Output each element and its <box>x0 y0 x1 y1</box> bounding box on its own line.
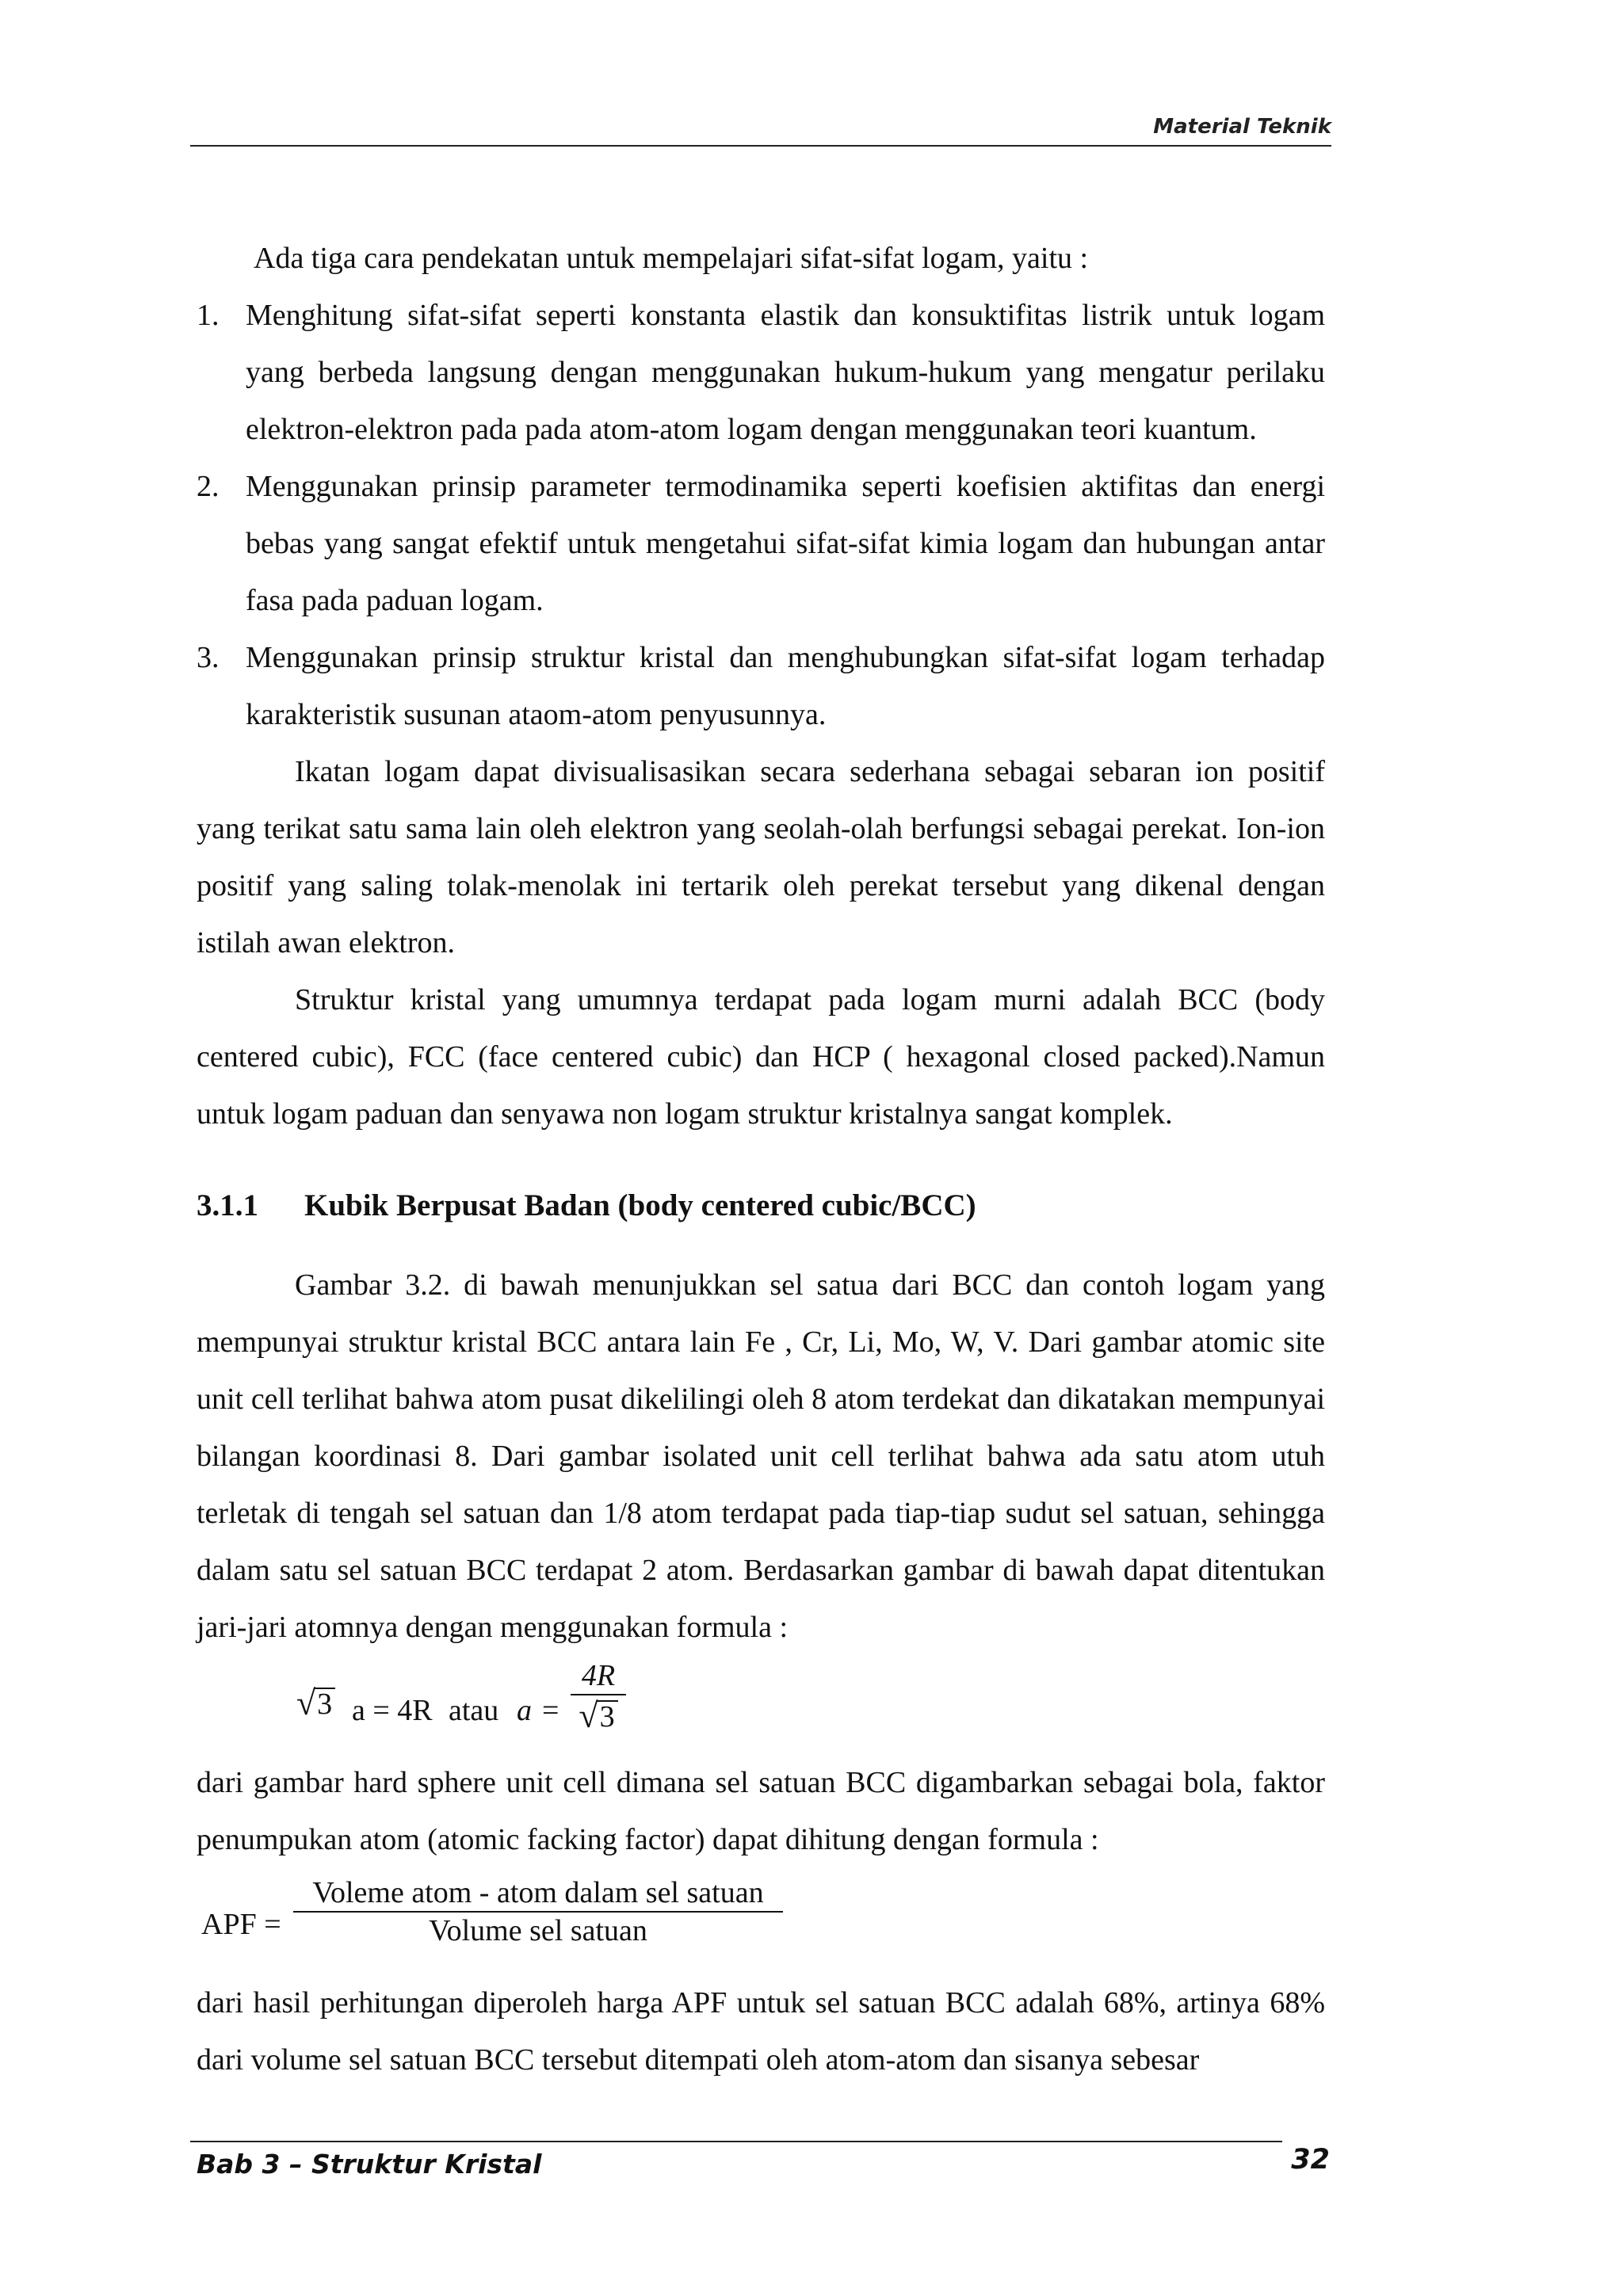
fraction-numerator: Voleme atom - atom dalam sel satuan <box>312 1876 764 1909</box>
list-item <box>197 629 1325 743</box>
radical-sign: √ <box>579 1696 598 1735</box>
page-body <box>197 230 1325 2088</box>
list-item-number: 3. <box>197 641 220 674</box>
fraction-denominator: Volume sel satuan <box>429 1914 647 1947</box>
section-number: 3.1.1 <box>197 1188 258 1222</box>
list-item <box>197 287 1325 458</box>
approach-list <box>197 287 1325 743</box>
fraction-numerator <box>571 1661 626 1691</box>
intro-sentence: Ada tiga cara pendekatan untuk mempelajari sifat-sifat logam, yaitu : <box>254 242 1089 275</box>
paragraph-bcc-description: Gambar 3.2. di bawah menunjukkan sel satua dari BCC dan contoh logam yang mempunyai struktur kristal BCC antara lain Fe , Cr, Li, Mo, W, V. Dari gambar atomic site unit cell terlihat bahwa atom pusat dikelilingi oleh 8 atom terdekat dan dikatakan mempunyai bilangan koordinasi 8. Dari gambar isolated unit cell terlihat bahwa ada satu atom utuh terletak di tengah sel satuan dan 1/8 atom terdapat pada tiap-tiap sudut sel satuan, sehingga dalam satu sel satuan BCC terdapat 2 atom. Berdasarkan gambar di bawah dapat ditentukan jari-jari atomnya dengan menggunakan formula : <box>197 1268 1325 1644</box>
footer-divider <box>190 2141 1282 2142</box>
fraction-bar <box>571 1694 626 1695</box>
list-item <box>197 458 1325 629</box>
formula-atomic-radius <box>197 1661 1325 1754</box>
list-item-text: Menggunakan prinsip struktur kristal dan menghubungkan sifat-sifat logam terhadap karakteristik susunan ataom-atom penyusunnya. <box>246 641 1325 731</box>
section-heading <box>197 1177 1325 1234</box>
sqrt-expression <box>579 1696 617 1735</box>
radical-sign: √ <box>296 1684 316 1722</box>
formula-variable <box>517 1695 532 1726</box>
list-item-number: 2. <box>197 470 220 503</box>
page-number: 32 <box>1291 2144 1330 2176</box>
footer-chapter-title: Bab 3 – Struktur Kristal <box>197 2149 542 2180</box>
sqrt-expression <box>296 1686 335 1721</box>
fraction-bar <box>293 1911 783 1913</box>
running-header-title: Material Teknik <box>1153 115 1331 139</box>
list-item-text: Menggunakan prinsip parameter termodinamika seperti koefisien aktifitas dan energi bebas yang sangat efektif untuk mengetahui sifat-sifat kimia logam dan hubungan antar fasa pada paduan logam. <box>246 470 1325 617</box>
paragraph-apf-intro: dari gambar hard sphere unit cell dimana sel satuan BCC digambarkan sebagai bola, faktor penumpukan atom (atomic facking factor) dapat dihitung dengan formula : <box>197 1766 1325 1856</box>
radicand: 3 <box>314 1688 335 1721</box>
paragraph-apf-result: dari hasil perhitungan diperoleh harga APF untuk sel satuan BCC adalah 68%, artinya 68% dari volume sel satuan BCC tersebut ditempati oleh atom-atom dan sisanya sebesar <box>197 1986 1325 2077</box>
header-divider <box>190 145 1331 147</box>
variable-a: a <box>517 1694 532 1727</box>
fraction-denominator <box>571 1696 626 1735</box>
paragraph-metal-bonding: Ikatan logam dapat divisualisasikan secara sederhana sebagai sebaran ion positif yang terikat satu sama lain oleh elektron yang seolah-olah berfungsi sebagai perekat. Ion-ion positif yang saling tolak-menolak ini tertarik oleh perekat tersebut yang dikenal dengan istilah awan elektron. <box>197 755 1325 959</box>
formula-connector: atau <box>449 1694 499 1727</box>
formula-lhs-rest: a = 4R <box>352 1694 433 1727</box>
formula-apf <box>197 1871 1325 1974</box>
list-item-text: Menghitung sifat-sifat seperti konstanta elastik dan konsuktifitas listrik untuk logam yang berbeda langsung dengan menggunakan hukum-hukum yang mengatur perilaku elektron-elektron pada pada atom-atom logam dengan menggunakan teori kuantum. <box>246 299 1325 446</box>
radicand: 3 <box>597 1700 618 1733</box>
numerator-text: 4R <box>581 1659 616 1692</box>
formula-equals: = <box>542 1694 559 1727</box>
list-item-number: 1. <box>197 299 220 332</box>
fraction <box>293 1878 783 1946</box>
fraction <box>571 1661 626 1733</box>
section-title: Kubik Berpusat Badan (body centered cubic/BCC) <box>304 1188 976 1222</box>
paragraph-crystal-structures: Struktur kristal yang umumnya terdapat pada logam murni adalah BCC (body centered cubic), FCC (face centered cubic) dan HCP ( hexagonal closed packed).Namun untuk logam paduan dan senyawa non logam struktur kristalnya sangat komplek. <box>197 983 1325 1131</box>
formula-apf-lhs: APF = <box>201 1908 281 1941</box>
